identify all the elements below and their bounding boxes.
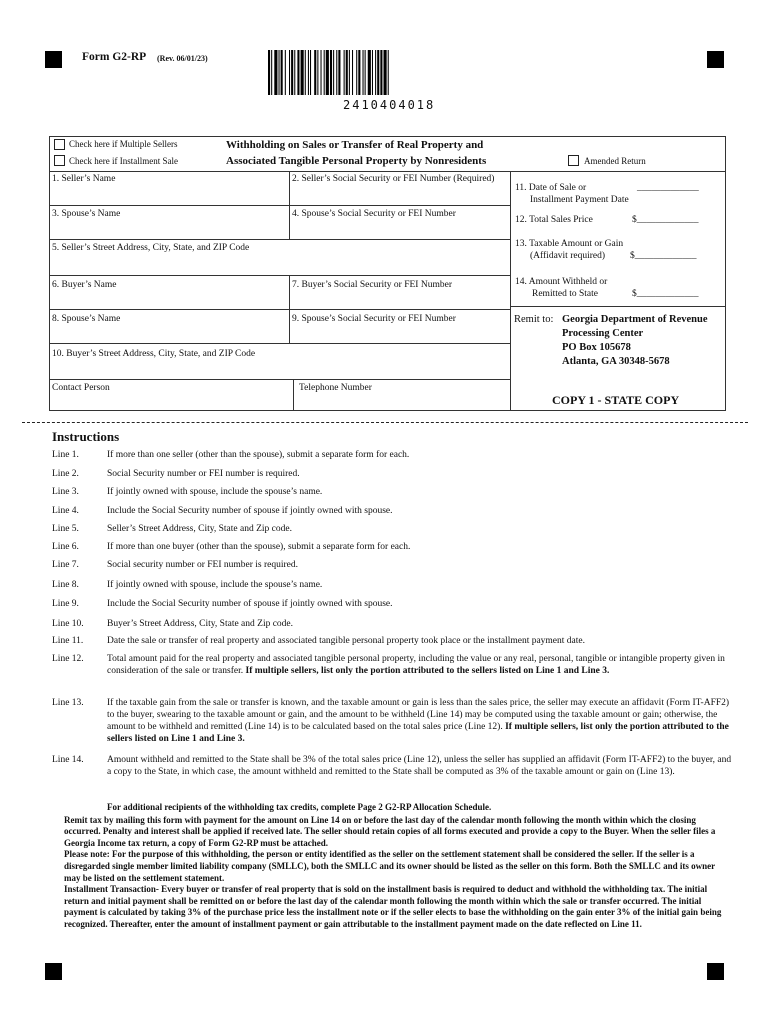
instruction-num: Line 4. (52, 506, 79, 516)
instruction-text: If more than one buyer (other than the spouse), submit a separate form for each. (107, 542, 411, 552)
remit-to-label: Remit to: (514, 314, 554, 325)
line12-input[interactable]: $_____________ (632, 215, 699, 225)
instruction-text: Buyer’s Street Address, City, State and Zip code. (107, 619, 294, 629)
additional-recipients-note: For additional recipients of the withholding tax credits, complete Page 2 G2-RP Allocation Schedule. (107, 802, 492, 812)
copy-label: COPY 1 - STATE COPY (552, 393, 680, 407)
buyer-address-field[interactable]: 10. Buyer’s Street Address, City, State, and ZIP Code (52, 349, 256, 359)
instruction-text: If jointly owned with spouse, include the spouse’s name. (107, 580, 323, 590)
instruction-num: Line 8. (52, 580, 79, 590)
line11-input[interactable]: _____________ (637, 183, 699, 193)
registration-mark-top-right (707, 51, 724, 68)
registration-mark-top-left (45, 51, 62, 68)
remit-address-line1: Georgia Department of Revenue (562, 314, 708, 325)
remit-address-line4: Atlanta, GA 30348-5678 (562, 356, 670, 367)
multiple-sellers-checkbox[interactable] (54, 139, 65, 150)
footer-notes (64, 802, 722, 931)
form-title-line1: Withholding on Sales or Transfer of Real Property and (226, 139, 484, 151)
cut-line-divider (22, 422, 748, 423)
line12-label: 12. Total Sales Price (515, 215, 593, 225)
multiple-sellers-label: Check here if Multiple Sellers (69, 139, 178, 149)
remit-address-line2: Processing Center (562, 328, 644, 339)
instruction-num: Line 10. (52, 619, 84, 629)
instruction-num: Line 7. (52, 560, 79, 570)
instruction-num: Line 3. (52, 487, 79, 497)
seller-spouse-name-field[interactable]: 3. Spouse’s Name (52, 209, 121, 219)
instruction-num: Line 1. (52, 450, 79, 460)
instruction-text: Amount withheld and remitted to the State shall be 3% of the total sales price (Line 12), unless the seller has supplied an affidavit (Form IT-AFF2) to the buyer, and a copy to the State, in which case, the amount withheld and remitted to the State shall be computed as 3% of the taxable amount or gain on (Line 13). (107, 755, 732, 777)
line13-label: 13. Taxable Amount or Gain (515, 239, 624, 249)
instruction-text: Include the Social Security number of spouse if jointly owned with spouse. (107, 506, 393, 516)
buyer-spouse-ssn-field[interactable]: 9. Spouse’s Social Security or FEI Number (292, 314, 456, 324)
seller-spouse-ssn-field[interactable]: 4. Spouse’s Social Security or FEI Number (292, 209, 456, 219)
instruction-num: Line 11. (52, 636, 84, 646)
form-revision: (Rev. 06/01/23) (157, 54, 208, 63)
line14-sublabel: Remitted to State (532, 289, 598, 299)
installment-sale-checkbox[interactable] (54, 155, 65, 166)
instruction-num: Line 9. (52, 599, 79, 609)
instruction-num: Line 2. (52, 469, 79, 479)
buyer-ssn-field[interactable]: 7. Buyer’s Social Security or FEI Number (292, 280, 452, 290)
instruction-text: If jointly owned with spouse, include the spouse’s name. (107, 487, 323, 497)
amended-return-checkbox[interactable] (568, 155, 579, 166)
instruction-num: Line 14. (52, 755, 84, 765)
seller-address-field[interactable]: 5. Seller’s Street Address, City, State, and ZIP Code (52, 243, 250, 253)
line13-input[interactable]: $_____________ (630, 251, 697, 261)
remit-address-line3: PO Box 105678 (562, 342, 631, 353)
fields-grid (49, 171, 511, 411)
line14-label: 14. Amount Withheld or (515, 277, 608, 287)
instruction-text: If the taxable gain from the sale or transfer is known, and the taxable amount or gain is less than the sales price, the seller may execute an affidavit (Form IT-AFF2) to the buyer, swearing to the taxable amount or gain, and the amount to be withheld (Line 14) may be computed using the taxable amount or gain; otherwise, the amount to be withheld and remitted (Line 14) is to be calculated based on the total sales price (Line 12). If multiple sellers, list only the portion attributed to the sellers listed on Line 1 and Line 3. (107, 698, 730, 744)
registration-mark-bottom-right (707, 963, 724, 980)
instruction-text: Include the Social Security number of spouse if jointly owned with spouse. (107, 599, 393, 609)
line14-input[interactable]: $_____________ (632, 289, 699, 299)
telephone-field[interactable]: Telephone Number (299, 383, 372, 393)
instructions-title: Instructions (52, 429, 120, 444)
instruction-num: Line 5. (52, 524, 79, 534)
barcode-number: 2410404018 (343, 98, 436, 112)
seller-ssn-field[interactable]: 2. Seller’s Social Security or FEI Number (Required) (292, 174, 495, 184)
buyer-name-field[interactable]: 6. Buyer’s Name (52, 280, 117, 290)
instruction-text: If more than one seller (other than the spouse), submit a separate form for each. (107, 450, 410, 460)
form-name: Form G2-RP (82, 51, 147, 63)
contact-person-field[interactable]: Contact Person (52, 383, 110, 393)
instruction-num: Line 6. (52, 542, 79, 552)
instruction-text: Social Security number or FEI number is required. (107, 469, 300, 479)
instruction-num: Line 13. (52, 698, 84, 708)
instruction-text: Total amount paid for the real property and associated tangible personal property, including the value or any real, personal, tangible or intangible property given in consideration of the sale or transfer. If multiple sellers, list only the portion attributed to the sellers listed on Line 1 and Line 3. (107, 654, 725, 676)
line11-sublabel: Installment Payment Date (530, 195, 629, 205)
amended-return-label: Amended Return (584, 156, 646, 166)
remit-tax-note: Remit tax by mailing this form with payment for the amount on Line 14 on or before the last day of the calendar month following the month within which the closing occurred. Penalty and interest shall be applied if received late. The seller should retain copies of all forms executed and provide a copy to the Buyer. When the seller files a Georgia Income tax return, a copy of Form G2-RP must be attached. (64, 814, 716, 848)
instruction-num: Line 12. (52, 654, 84, 664)
line13-sublabel: (Affidavit required) (530, 251, 606, 261)
installment-transaction-note: Installment Transaction- Every buyer or transfer of real property that is sold on the installment basis is required to deduct and withhold the withholding tax. The initial return and initial payment shall be remitted on or before the last day of the calendar month following the month within which the sale or transfer occurred. The initial payment is calculated by taking 3% of the purchase price less the installment note or if the seller elects to base the withholding on the gain enter 3% of the initial gain being recognized. Thereafter, enter the amount of installment payment or gain attributable to the installment payment made on the date reflected on Line 11. (64, 884, 722, 929)
seller-name-field[interactable]: 1. Seller’s Name (52, 174, 116, 184)
instruction-text: Social security number or FEI number is required. (107, 560, 299, 570)
form-title-line2: Associated Tangible Personal Property by Nonresidents (226, 155, 487, 167)
instruction-text: Date the sale or transfer of real property and associated tangible personal property took place or the installment payment date. (107, 636, 585, 646)
installment-sale-label: Check here if Installment Sale (69, 156, 178, 166)
please-note: Please note: For the purpose of this withholding, the person or entity identified as the seller on the settlement statement shall be considered the seller. If the seller is a disregarded single member limited liability company (SMLLC), both the SMLLC and its owner should be listed as the seller on this form. Both the SMLLC and its owner may be listed on the settlement statement. (64, 849, 715, 883)
line11-label: 11. Date of Sale or (515, 183, 587, 193)
registration-mark-bottom-left (45, 963, 62, 980)
instruction-text: Seller’s Street Address, City, State and Zip code. (107, 524, 292, 534)
buyer-spouse-name-field[interactable]: 8. Spouse’s Name (52, 314, 121, 324)
barcode (268, 50, 440, 98)
